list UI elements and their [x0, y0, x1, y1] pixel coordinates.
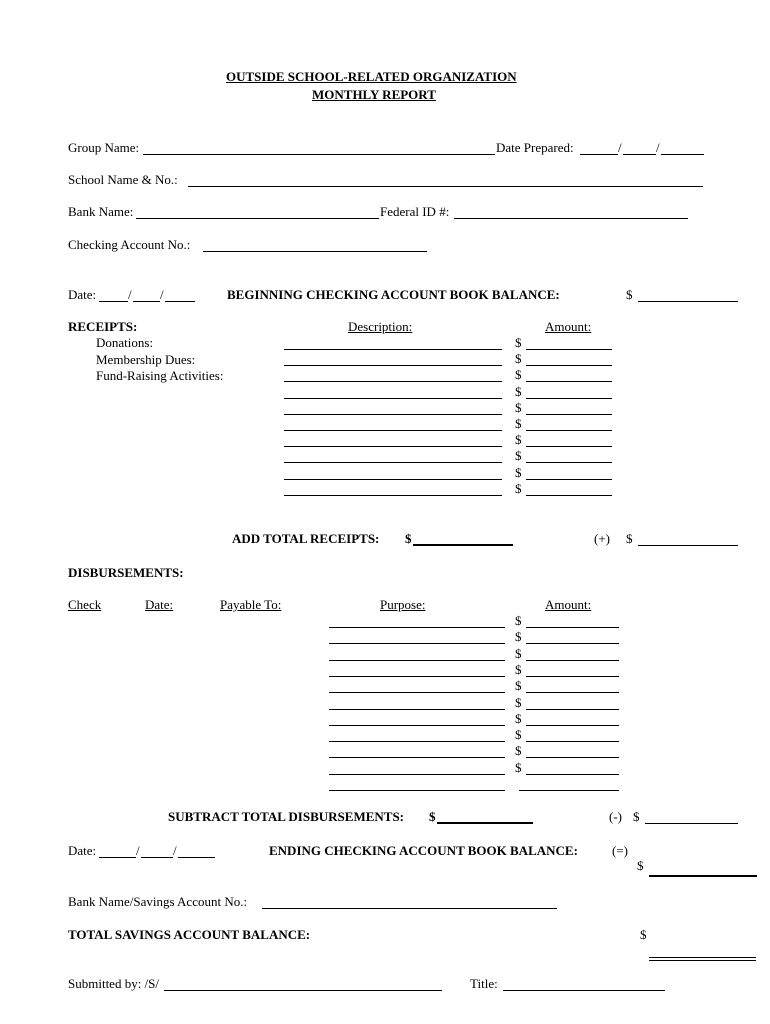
- checking-account-field[interactable]: [203, 251, 427, 252]
- ending-date-slash-2: /: [173, 843, 177, 858]
- beginning-date-day-field[interactable]: [133, 301, 160, 302]
- group-name-label: Group Name:: [68, 140, 140, 155]
- disbursement-purpose-line[interactable]: [329, 757, 505, 758]
- disbursement-amount-line[interactable]: [526, 643, 619, 644]
- receipt-amount-dollar: $: [515, 480, 522, 496]
- add-total-receipts-label: ADD TOTAL RECEIPTS:: [232, 531, 380, 546]
- disbursement-amount-dollar: $: [515, 694, 522, 710]
- receipts-description-header: Description:: [348, 319, 413, 334]
- beginning-balance-field[interactable]: [638, 301, 738, 302]
- bank-savings-account-label: Bank Name/Savings Account No.:: [68, 894, 248, 909]
- disbursements-date-header: Date:: [145, 597, 174, 612]
- disbursement-amount-line[interactable]: [526, 774, 619, 775]
- date-prepared-slash-1: /: [618, 140, 622, 155]
- disbursement-purpose-line[interactable]: [329, 660, 505, 661]
- receipt-amount-line[interactable]: [526, 365, 612, 366]
- subtract-total-disbursements-label: SUBTRACT TOTAL DISBURSEMENTS:: [168, 809, 405, 824]
- beginning-date-year-field[interactable]: [165, 301, 195, 302]
- disbursement-purpose-line[interactable]: [329, 676, 505, 677]
- disbursement-amount-dollar: $: [515, 678, 522, 694]
- disbursements-heading: DISBURSEMENTS:: [68, 565, 184, 580]
- receipt-description-line[interactable]: [284, 446, 502, 447]
- disbursements-amount-header: Amount:: [545, 597, 592, 612]
- receipt-description-line[interactable]: [284, 381, 502, 382]
- disbursement-amount-dollar: $: [515, 629, 522, 645]
- disbursement-purpose-line[interactable]: [329, 741, 505, 742]
- disbursement-amount-line[interactable]: [526, 725, 619, 726]
- total-savings-balance-label: TOTAL SAVINGS ACCOUNT BALANCE:: [68, 927, 311, 942]
- disbursement-amount-dollar: $: [515, 661, 522, 677]
- total-savings-balance-field-top[interactable]: [649, 957, 756, 958]
- receipt-amount-dollar: $: [515, 432, 522, 448]
- bank-name-field[interactable]: [136, 218, 379, 219]
- disbursements-check-header: Check: [68, 597, 102, 612]
- beginning-date-slash-2: /: [160, 287, 164, 302]
- receipt-amount-line[interactable]: [526, 446, 612, 447]
- beginning-date-slash-1: /: [128, 287, 132, 302]
- receipt-description-line[interactable]: [284, 414, 502, 415]
- receipt-category-donations: Donations:: [96, 335, 154, 350]
- receipt-description-line[interactable]: [284, 365, 502, 366]
- disbursement-amount-dollar: $: [515, 613, 522, 628]
- bank-name-label: Bank Name:: [68, 204, 134, 219]
- disbursements-minus-dollar: $: [633, 809, 640, 824]
- title-field[interactable]: [503, 990, 665, 991]
- submitted-by-label: Submitted by: /S/: [68, 976, 160, 991]
- checking-account-label: Checking Account No.:: [68, 237, 191, 252]
- disbursement-amount-dollar: $: [515, 645, 522, 661]
- ending-date-month-field[interactable]: [99, 857, 136, 858]
- receipt-amount-line[interactable]: [526, 398, 612, 399]
- receipt-description-line[interactable]: [284, 462, 502, 463]
- disbursement-amount-dollar: $: [515, 759, 522, 775]
- disbursement-purpose-line[interactable]: [329, 643, 505, 644]
- disbursements-payable-header: Payable To:: [220, 597, 282, 612]
- date-prepared-month-field[interactable]: [580, 154, 618, 155]
- beginning-date-label: Date:: [68, 287, 97, 302]
- federal-id-field[interactable]: [454, 218, 688, 219]
- receipt-description-line[interactable]: [284, 398, 502, 399]
- federal-id-label: Federal ID #:: [380, 204, 450, 219]
- disbursements-minus-label: (-): [609, 809, 622, 824]
- ending-date-year-field[interactable]: [178, 857, 215, 858]
- receipt-amount-line[interactable]: [526, 349, 612, 350]
- disbursement-amount-line[interactable]: [526, 660, 619, 661]
- receipt-amount-line[interactable]: [526, 381, 612, 382]
- bank-savings-account-field[interactable]: [262, 908, 557, 909]
- date-prepared-label: Date Prepared:: [496, 140, 574, 155]
- total-savings-balance-dollar: $: [640, 927, 647, 942]
- receipt-category-membership-dues: Membership Dues:: [96, 352, 196, 367]
- disbursement-purpose-line[interactable]: [329, 627, 505, 628]
- disbursement-amount-line[interactable]: [526, 692, 619, 693]
- beginning-balance-label: BEGINNING CHECKING ACCOUNT BOOK BALANCE:: [227, 287, 560, 302]
- group-name-field[interactable]: [143, 154, 495, 155]
- disbursement-amount-line[interactable]: [526, 627, 619, 628]
- date-prepared-slash-2: /: [656, 140, 660, 155]
- receipt-amount-dollar: $: [515, 399, 522, 415]
- ending-balance-dollar: $: [637, 858, 644, 873]
- disbursement-purpose-line[interactable]: [329, 692, 505, 693]
- receipt-amount-line[interactable]: [526, 462, 612, 463]
- disbursement-amount-line[interactable]: [526, 757, 619, 758]
- ending-date-label: Date:: [68, 843, 97, 858]
- ending-equals-label: (=): [612, 843, 628, 858]
- beginning-balance-dollar: $: [626, 287, 633, 302]
- subtract-total-disbursements-field[interactable]: [437, 822, 533, 824]
- submitted-by-field[interactable]: [164, 990, 442, 991]
- receipt-description-line[interactable]: [284, 495, 502, 496]
- receipt-amount-line[interactable]: [526, 479, 612, 480]
- school-name-label: School Name & No.:: [68, 172, 178, 187]
- disbursement-amount-dollar: $: [515, 743, 522, 759]
- receipt-description-line[interactable]: [284, 430, 502, 431]
- form-title-line1: OUTSIDE SCHOOL-RELATED ORGANIZATION: [226, 69, 517, 84]
- receipt-amount-line[interactable]: [526, 495, 612, 496]
- receipt-amount-dollar: $: [515, 335, 522, 350]
- ending-date-slash-1: /: [136, 843, 140, 858]
- disbursement-amount-line[interactable]: [526, 676, 619, 677]
- receipt-amount-line[interactable]: [526, 430, 612, 431]
- receipts-heading: RECEIPTS:: [68, 319, 138, 334]
- disbursement-purpose-line[interactable]: [329, 790, 505, 791]
- receipts-plus-label: (+): [594, 531, 610, 546]
- total-savings-balance-field-bottom: [649, 960, 756, 961]
- receipts-plus-field[interactable]: [638, 545, 738, 546]
- add-total-receipts-field[interactable]: [413, 544, 513, 546]
- receipt-category-fund-raising: Fund-Raising Activities:: [96, 368, 224, 383]
- receipts-plus-dollar: $: [626, 531, 633, 546]
- receipts-amount-header: Amount:: [545, 319, 592, 334]
- beginning-date-month-field[interactable]: [99, 301, 128, 302]
- disbursements-purpose-header: Purpose:: [380, 597, 426, 612]
- subtract-total-disbursements-dollar: $: [429, 809, 436, 824]
- disbursement-purpose-line[interactable]: [329, 709, 505, 710]
- disbursement-amount-line[interactable]: [526, 741, 619, 742]
- ending-balance-field[interactable]: [649, 875, 757, 877]
- receipt-amount-dollar: $: [515, 367, 522, 383]
- receipt-description-line[interactable]: [284, 349, 502, 350]
- disbursement-amount-dollar: $: [515, 710, 522, 726]
- school-name-field[interactable]: [188, 186, 703, 187]
- receipt-description-line[interactable]: [284, 479, 502, 480]
- receipt-amount-dollar: $: [515, 351, 522, 367]
- disbursement-purpose-line[interactable]: [329, 774, 505, 775]
- receipt-amount-dollar: $: [515, 464, 522, 480]
- receipt-amount-dollar: $: [515, 383, 522, 399]
- receipt-amount-dollar: $: [515, 448, 522, 464]
- add-total-receipts-dollar: $: [405, 531, 412, 546]
- disbursement-purpose-line[interactable]: [329, 725, 505, 726]
- title-label: Title:: [470, 976, 498, 991]
- disbursements-minus-field[interactable]: [645, 823, 738, 824]
- form-title-line2: MONTHLY REPORT: [312, 87, 436, 102]
- ending-date-day-field[interactable]: [141, 857, 173, 858]
- date-prepared-day-field[interactable]: [623, 154, 656, 155]
- receipt-amount-dollar: $: [515, 416, 522, 431]
- disbursement-amount-line[interactable]: [526, 709, 619, 710]
- disbursement-amount-dollar: $: [515, 727, 522, 743]
- ending-balance-label: ENDING CHECKING ACCOUNT BOOK BALANCE:: [269, 843, 578, 858]
- disbursement-amount-total-line[interactable]: [519, 790, 619, 791]
- receipt-amount-line[interactable]: [526, 414, 612, 415]
- date-prepared-year-field[interactable]: [661, 154, 704, 155]
